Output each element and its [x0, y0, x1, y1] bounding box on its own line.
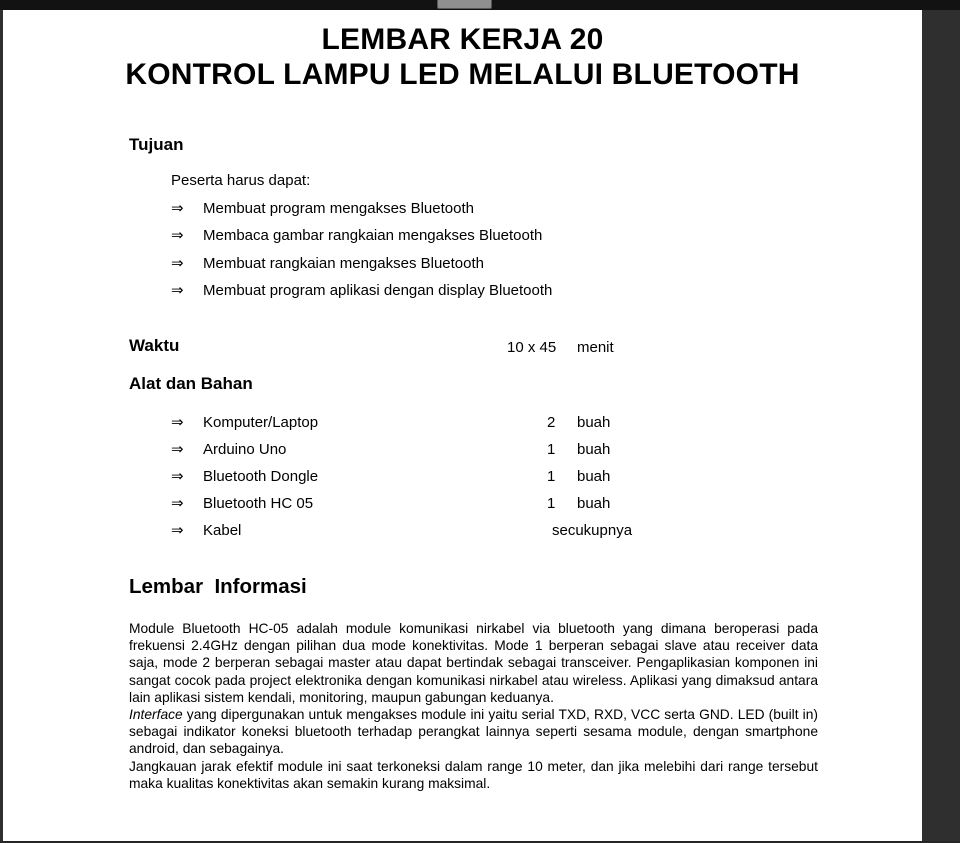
arrow-bullet-icon: ⇒ — [171, 468, 184, 485]
alat-unit: buah — [577, 414, 611, 431]
arrow-bullet-icon: ⇒ — [171, 414, 184, 431]
arrow-bullet-icon: ⇒ — [171, 441, 184, 458]
alat-row — [129, 522, 849, 541]
arrow-bullet-icon: ⇒ — [171, 255, 184, 272]
alat-unit: buah — [577, 468, 611, 485]
tujuan-item-text: Membuat rangkaian mengakses Bluetooth — [203, 255, 485, 272]
alat-row — [129, 468, 849, 487]
alat-name: Bluetooth HC 05 — [203, 495, 314, 512]
waktu-unit: menit — [577, 339, 614, 356]
informasi-body — [129, 620, 818, 792]
alat-name: Arduino Uno — [203, 441, 287, 458]
document-page — [3, 10, 922, 841]
arrow-bullet-icon: ⇒ — [171, 200, 184, 217]
alat-name: Kabel — [203, 522, 242, 539]
heading-lembar-informasi: Lembar Informasi — [129, 575, 307, 598]
heading-alat-dan-bahan: Alat dan Bahan — [129, 374, 253, 393]
informasi-paragraph-3: Jangkauan jarak efektif module ini saat terkoneksi dalam range 10 meter, dan jika melebihi dari range tersebut maka kualitas konektivitas akan semakin kurang maksimal. — [129, 758, 818, 791]
alat-qty: 1 — [547, 495, 556, 512]
alat-qty: 1 — [547, 468, 556, 485]
tujuan-item — [129, 255, 849, 274]
tujuan-item-text: Membuat program mengakses Bluetooth — [203, 200, 474, 217]
waktu-value: 10 x 45 — [507, 339, 557, 356]
alat-row — [129, 414, 849, 433]
arrow-bullet-icon: ⇒ — [171, 522, 184, 539]
informasi-paragraph-2-rest: yang dipergunakan untuk mengakses module ini yaitu serial TXD, RXD, VCC serta GND. LED (built in) sebagai indikator koneksi bluetooth terhadap perangkat lainnya seperti sesama module, dengan smartphone android, dan sebagainya. — [129, 707, 818, 757]
arrow-bullet-icon: ⇒ — [171, 227, 184, 244]
interface-italic: Interface — [129, 707, 183, 723]
informasi-paragraph-1: Module Bluetooth HC-05 adalah module komunikasi nirkabel via bluetooth yang dimana beroperasi pada frekuensi 2.4GHz dengan pilihan dua mode konektivitas. Mode 1 berperan sebagai slave atau receiver data saja, mode 2 berperan sebagai master atau dapat bertindak sebagai transceiver. Pengaplikasian komponen ini sangat cocok pada project elektronika dengan komunikasi nirkabel atau wireless. Aplikasi yang dimaksud antara lain aplikasi sistem kendali, monitoring, maupun gabungan keduanya. — [129, 621, 818, 705]
title-line-1: LEMBAR KERJA 20 — [321, 23, 604, 56]
top-toolbar — [0, 0, 960, 10]
alat-unit: buah — [577, 441, 611, 458]
alat-unit: secukupnya — [552, 522, 633, 539]
tujuan-item-text: Membaca gambar rangkaian mengakses Bluetooth — [203, 227, 543, 244]
tujuan-item — [129, 282, 849, 301]
section-waktu — [129, 336, 849, 356]
title-line-2: KONTROL LAMPU LED MELALUI BLUETOOTH — [125, 58, 800, 91]
heading-tujuan: Tujuan — [129, 135, 184, 154]
tujuan-intro: Peserta harus dapat: — [171, 172, 311, 189]
alat-qty: 2 — [547, 414, 556, 431]
alat-qty: 1 — [547, 441, 556, 458]
tujuan-item — [129, 200, 849, 219]
arrow-bullet-icon: ⇒ — [171, 495, 184, 512]
tujuan-item-text: Membuat program aplikasi dengan display Bluetooth — [203, 282, 553, 299]
alat-name: Komputer/Laptop — [203, 414, 319, 431]
arrow-bullet-icon: ⇒ — [171, 282, 184, 299]
alat-unit: buah — [577, 495, 611, 512]
informasi-paragraph-2 — [129, 706, 818, 758]
alat-name: Bluetooth Dongle — [203, 468, 319, 485]
tujuan-item — [129, 227, 849, 246]
toolbar-button-fragment[interactable] — [437, 0, 492, 9]
alat-row — [129, 441, 849, 460]
alat-row — [129, 495, 849, 514]
heading-waktu: Waktu — [129, 336, 180, 355]
page-title — [3, 22, 922, 92]
